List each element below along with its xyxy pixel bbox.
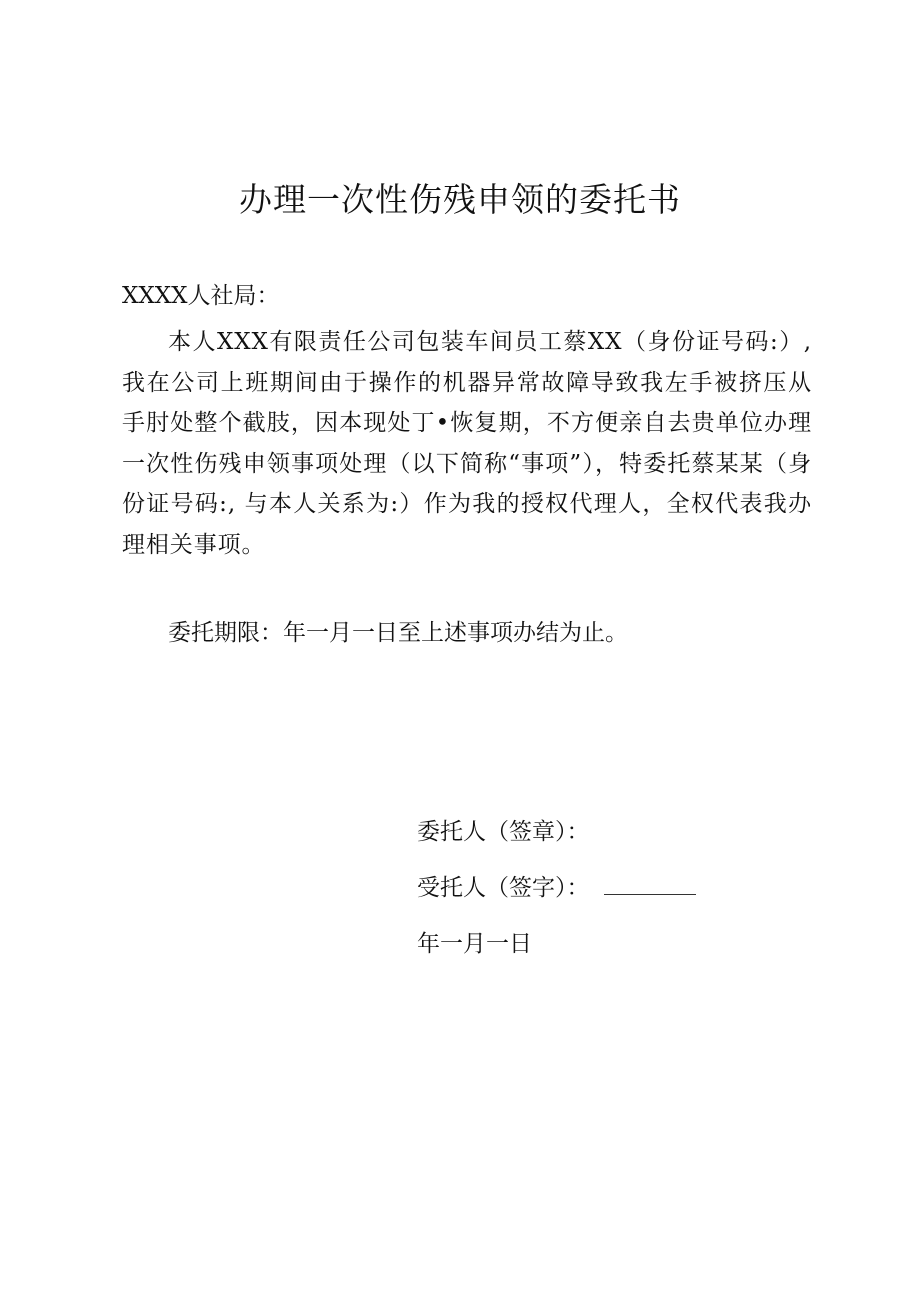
date-line <box>417 924 696 980</box>
agent-label: 受托人（签字）： <box>417 875 590 901</box>
agent-line <box>417 868 696 924</box>
principal-label: 委托人（签章）： <box>417 819 590 845</box>
body-paragraph: 本人XXX有限责任公司包装车间员工蔡XX（身份证号码:）, 我在公司上班期间由于操作的机器异常故障导致我左手被挤压从手肘处整个截肢，因本现处丁•恢复期，不方便亲自去贵单位办理一次性伤残申领事项处理（以下简称“事项”），特委托蔡某某（身份证号码:, 与本人关系为:）作为我的授权代理人，全权代表我办理相关事项。 <box>122 329 812 558</box>
signature-block <box>417 812 696 980</box>
principal-line <box>417 812 696 868</box>
signature-blank-line <box>604 870 696 895</box>
document-title: 办理一次性伤残申领的委托书 <box>239 180 681 219</box>
term-paragraph: 委托期限：年一月一日至上述事项办结为止。 <box>168 620 628 646</box>
addressee: XXXX人社局： <box>122 283 280 309</box>
signature-date: 年一月一日 <box>417 931 532 957</box>
